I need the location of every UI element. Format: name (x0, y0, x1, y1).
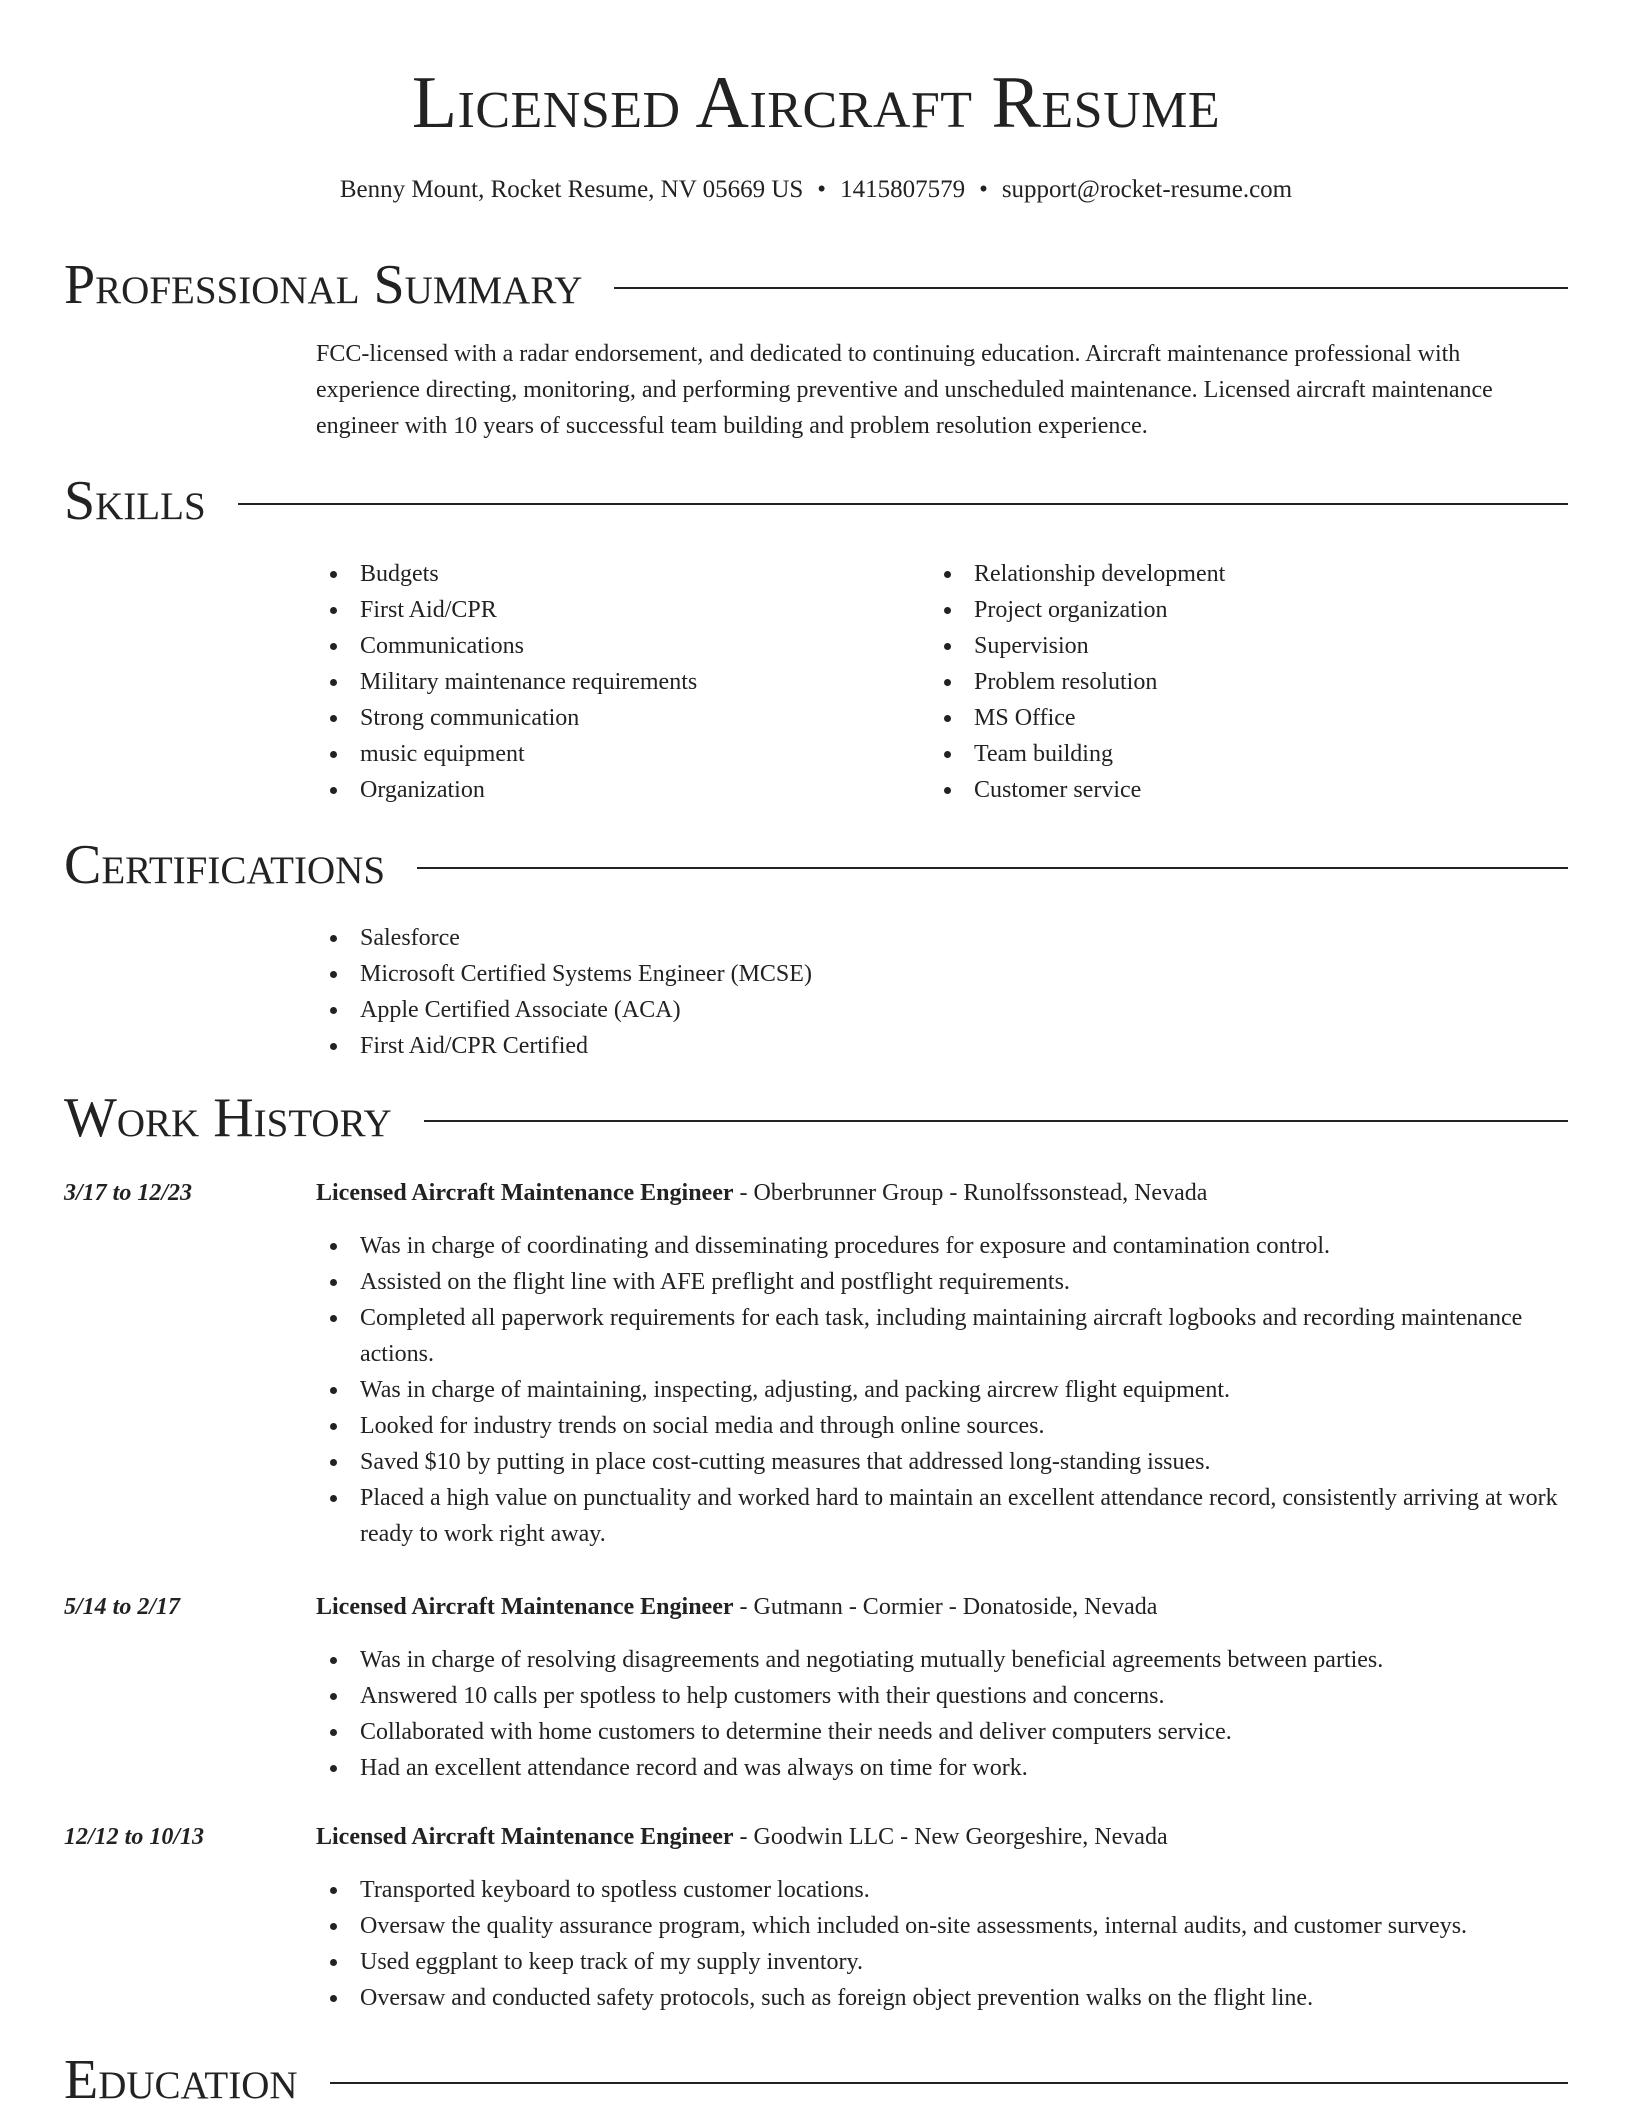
certifications-list (316, 920, 1570, 1064)
job-dates: 12/12 to 10/13 (64, 1824, 205, 1850)
skill-item: Strong communication (316, 700, 916, 736)
contact-email: support@rocket-resume.com (1001, 176, 1293, 203)
job-bullet: Placed a high value on punctuality and worked hard to maintain an excellent attendance record, consistently arriving at work ready to work right away. (316, 1480, 1568, 1552)
skill-item: Team building (930, 736, 1530, 772)
job-title: Licensed Aircraft Maintenance Engineer (316, 1824, 734, 1850)
skill-item: First Aid/CPR (316, 592, 916, 628)
job-bullet: Oversaw the quality assurance program, which included on-site assessments, internal audits, and customer surveys. (316, 1908, 1568, 1944)
job-bullet: Used eggplant to keep track of my supply inventory. (316, 1944, 1568, 1980)
skills-column-left (316, 556, 916, 808)
certification-item: Salesforce (316, 920, 1570, 956)
certification-item: Apple Certified Associate (ACA) (316, 992, 1570, 1028)
contact-separator: • (817, 176, 827, 203)
skill-item: Problem resolution (930, 664, 1530, 700)
job-employer-location: - Gutmann - Cormier - Donatoside, Nevada (733, 1594, 1158, 1620)
skill-item: MS Office (930, 700, 1530, 736)
skill-item: Customer service (930, 772, 1530, 808)
section-title-education: Education (64, 2049, 298, 2111)
contact-phone: 1415807579 (840, 176, 966, 203)
contact-separator: • (979, 176, 988, 203)
job-heading (316, 1820, 1568, 1854)
job-bullet: Was in charge of resolving disagreements and negotiating mutually beneficial agreements between parties. (316, 1642, 1568, 1678)
job-bullet: Oversaw and conducted safety protocols, such as foreign object prevention walks on the flight line. (316, 1980, 1568, 2016)
job-heading (316, 1590, 1568, 1624)
job-bullet: Transported keyboard to spotless customer locations. (316, 1872, 1568, 1908)
job-bullet: Looked for industry trends on social media and through online sources. (316, 1408, 1568, 1444)
skill-item: Relationship development (930, 556, 1530, 592)
job-bullet: Assisted on the flight line with AFE preflight and postflight requirements. (316, 1264, 1568, 1300)
skill-item: Communications (316, 628, 916, 664)
job-dates: 5/14 to 2/17 (64, 1594, 181, 1620)
job-bullets (316, 1228, 1568, 1552)
section-divider (238, 503, 1568, 505)
summary-text: FCC-licensed with a radar endorsement, and dedicated to continuing education. Aircraft maintenance professional with experience directing, monitoring, and performing preventive and unscheduled maintenance. Licensed aircraft maintenance engineer with 10 years of successful team building and problem resolution experience. (316, 341, 1493, 439)
job-heading (316, 1176, 1568, 1210)
section-title-certifications: Certifications (64, 834, 386, 896)
skill-item: Budgets (316, 556, 916, 592)
section-header-education (64, 2048, 1568, 2112)
section-divider (330, 2082, 1568, 2084)
job-bullet: Had an excellent attendance record and was always on time for work. (316, 1750, 1568, 1786)
section-header-work-history (64, 1086, 1568, 1150)
job-bullets (316, 1642, 1568, 1786)
job-employer-location: - Goodwin LLC - New Georgeshire, Nevada (733, 1824, 1168, 1850)
job-title: Licensed Aircraft Maintenance Engineer (316, 1594, 734, 1620)
skills-column-right (930, 556, 1530, 808)
section-divider (424, 1120, 1568, 1122)
job-bullet: Was in charge of coordinating and disseminating procedures for exposure and contamination control. (316, 1228, 1568, 1264)
job-bullet: Collaborated with home customers to determine their needs and deliver computers service. (316, 1714, 1568, 1750)
job-bullet: Was in charge of maintaining, inspecting, adjusting, and packing aircrew flight equipment. (316, 1372, 1568, 1408)
contact-address: Benny Mount, Rocket Resume, NV 05669 US (339, 176, 804, 203)
job-bullet: Answered 10 calls per spotless to help customers with their questions and concerns. (316, 1678, 1568, 1714)
section-title-summary: Professional Summary (64, 254, 583, 316)
section-title-skills: Skills (64, 470, 206, 532)
resume-title: Licensed Aircraft Resume (411, 62, 1221, 144)
contact-line (0, 175, 1632, 205)
skill-item: Supervision (930, 628, 1530, 664)
section-divider (417, 867, 1568, 869)
section-header-skills (64, 469, 1568, 533)
section-divider (614, 287, 1568, 289)
skill-item: Organization (316, 772, 916, 808)
certification-item: First Aid/CPR Certified (316, 1028, 1570, 1064)
section-title-work-history: Work History (64, 1087, 392, 1149)
job-employer-location: - Oberbrunner Group - Runolfssonstead, Nevada (733, 1180, 1208, 1206)
skill-item: Military maintenance requirements (316, 664, 916, 700)
job-dates: 3/17 to 12/23 (64, 1180, 193, 1206)
skill-item: Project organization (930, 592, 1530, 628)
certification-item: Microsoft Certified Systems Engineer (MCSE) (316, 956, 1570, 992)
section-header-certifications (64, 833, 1568, 897)
job-bullets (316, 1872, 1568, 2016)
job-bullet: Saved $10 by putting in place cost-cutting measures that addressed long-standing issues. (316, 1444, 1568, 1480)
section-header-summary (64, 253, 1568, 317)
skill-item: music equipment (316, 736, 916, 772)
job-bullet: Completed all paperwork requirements for each task, including maintaining aircraft logbooks and recording maintenance actions. (316, 1300, 1568, 1372)
job-title: Licensed Aircraft Maintenance Engineer (316, 1180, 734, 1206)
